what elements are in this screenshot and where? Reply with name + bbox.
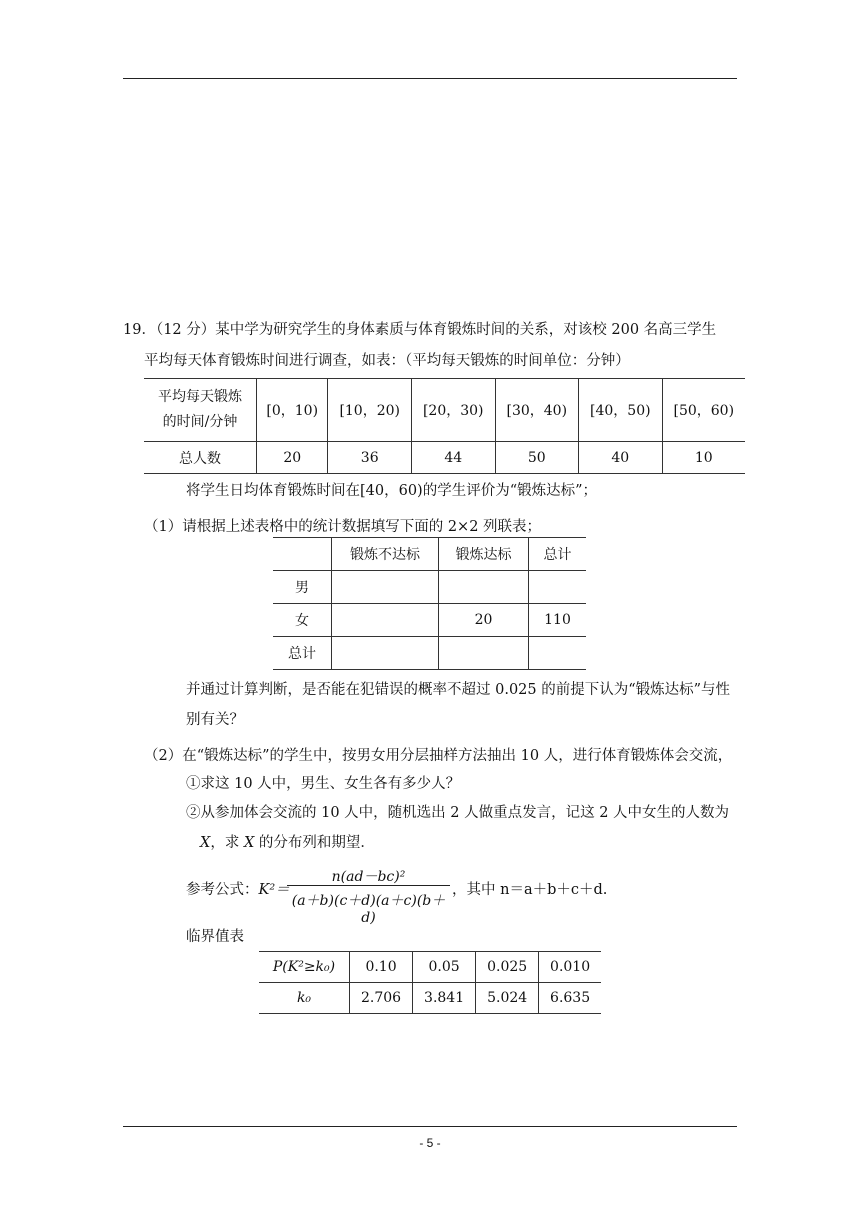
contingency-header-cell: 总计 <box>529 538 587 571</box>
count-cell: 36 <box>328 442 412 474</box>
contingency-row-label: 男 <box>273 571 332 604</box>
k-value-cell: 5.024 <box>476 983 539 1014</box>
contingency-cell: 20 <box>439 604 529 637</box>
contingency-header-cell: 锻炼达标 <box>439 538 529 571</box>
part2-intro: （2）在“锻炼达标”的学生中，按男女用分层抽样方法抽出 10 人，进行体育锻炼体会交流， <box>144 748 733 764</box>
header-rule <box>123 78 737 79</box>
interval-cell: [0，10) <box>257 379 328 442</box>
count-cell: 50 <box>495 442 579 474</box>
question-number: 19． <box>123 322 156 338</box>
part1-follow-1: 并通过计算判断，是否能在犯错误的概率不超过 0.025 的前提下认为“锻炼达标”与性 <box>186 682 731 698</box>
p-value-cell: 0.025 <box>476 952 539 983</box>
question-line-2: 平均每天体育锻炼时间进行调查，如表：（平均每天锻炼的时间单位：分钟） <box>144 353 630 369</box>
k-value-cell: 6.635 <box>550 990 591 1006</box>
formula-denominator: (a＋b)(c＋d)(a＋c)(b＋d) <box>291 893 446 926</box>
footer-rule <box>123 1126 737 1127</box>
question-text-1: （12 分）某中学为研究学生的身体素质与体育锻炼时间的关系，对该校 200 名高三学生 <box>155 322 717 338</box>
contingency-cell <box>529 637 587 670</box>
count-cell: 10 <box>694 449 713 466</box>
time-header-line-2: 的时间/分钟 <box>162 414 238 430</box>
contingency-header-cell <box>273 538 332 571</box>
formula-label <box>186 878 290 899</box>
interval-cell: [10，20) <box>328 379 412 442</box>
part2-sub1: ①求这 10 人中，男生、女生各有多少人？ <box>186 776 461 792</box>
critical-value-table <box>259 951 601 1014</box>
part2-sub2-line1: ②从参加体会交流的 10 人中，随机选出 2 人做重点发言，记这 2 人中女生的人数为 <box>186 805 730 821</box>
contingency-cell <box>439 571 529 604</box>
formula-label-text: 参考公式： <box>186 882 259 898</box>
contingency-cell: 110 <box>529 604 587 637</box>
definition-text: 将学生日均体育锻炼时间在[40，60)的学生评价为“锻炼达标”； <box>186 483 598 499</box>
exercise-time-table <box>144 378 745 474</box>
variable-x: X <box>200 835 211 851</box>
k-value-cell: 3.841 <box>413 983 476 1014</box>
p-value-cell: 0.010 <box>539 952 601 983</box>
k-label-cell: k₀ <box>259 983 350 1014</box>
variable-x: X <box>243 835 255 851</box>
part2-sub2-text-b: 的分布列和期望． <box>254 835 375 851</box>
interval-cell: [20，30) <box>411 379 495 442</box>
contingency-cell <box>439 637 529 670</box>
contingency-table <box>273 537 586 670</box>
p-value-cell: 0.05 <box>413 952 476 983</box>
critical-title: 临界值表 <box>186 929 244 945</box>
interval-cell: [30，40) <box>495 379 579 442</box>
question-line-1 <box>123 318 716 339</box>
count-cell: 20 <box>257 442 328 474</box>
count-cell: 44 <box>411 442 495 474</box>
count-cell: 40 <box>579 442 663 474</box>
contingency-header-cell: 锻炼不达标 <box>332 538 439 571</box>
part1-follow-2: 别有关？ <box>186 712 244 728</box>
part1-intro: （1）请根据上述表格中的统计数据填写下面的 2×2 列联表； <box>144 519 542 535</box>
p-value-cell: 0.10 <box>350 952 413 983</box>
p-label-cell: P(K²≥k₀) <box>259 952 350 983</box>
time-header-cell <box>144 379 257 442</box>
fraction-bar <box>287 885 450 886</box>
part2-sub2-text-a: ，求 <box>210 835 244 851</box>
part2-sub2-line2 <box>200 831 375 852</box>
contingency-row-label: 总计 <box>273 637 332 670</box>
interval-cell: [40，50) <box>579 379 663 442</box>
time-header-line-1: 平均每天锻炼 <box>158 389 242 405</box>
k-value-cell: 2.706 <box>350 983 413 1014</box>
contingency-cell <box>332 604 439 637</box>
contingency-cell <box>529 571 587 604</box>
formula-tail: ，其中 n＝a＋b＋c＋d. <box>452 882 608 898</box>
formula-lhs: K²＝ <box>258 882 290 898</box>
contingency-cell <box>332 571 439 604</box>
formula-numerator: n(ad－bc)² <box>331 869 406 885</box>
interval-cell: [50，60) <box>662 379 745 442</box>
page-number: - 5 - <box>419 1136 441 1150</box>
contingency-row-label: 女 <box>273 604 332 637</box>
count-label-cell: 总人数 <box>144 442 257 474</box>
contingency-cell <box>332 637 439 670</box>
